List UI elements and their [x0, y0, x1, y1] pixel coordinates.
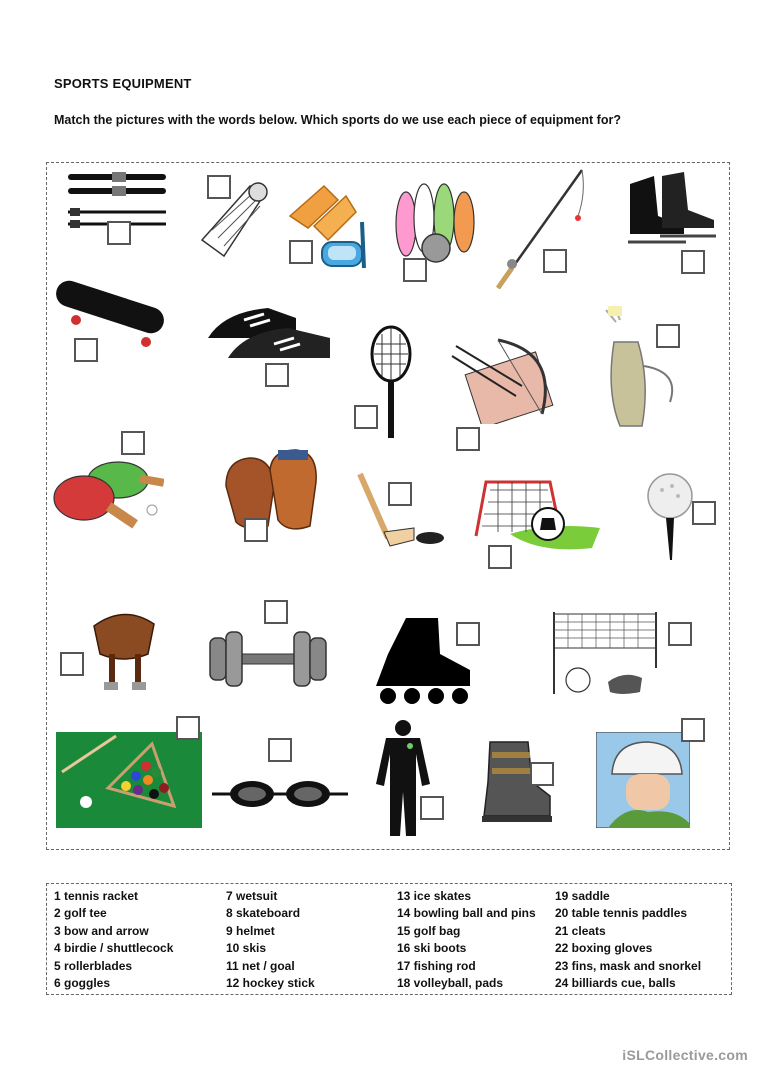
volleyball-net-icon — [548, 608, 660, 700]
fishing-rod-icon — [490, 164, 590, 294]
word-item: 13 ice skates — [397, 889, 472, 903]
word-item: 6 goggles — [54, 976, 111, 991]
helmet-icon — [596, 732, 690, 828]
shuttlecock-icon — [192, 180, 270, 260]
word-item: 9 helmet — [226, 923, 275, 938]
word-item: 24 billiards cue, balls — [555, 976, 676, 991]
golf-tee-icon — [644, 472, 696, 564]
skateboard-icon — [50, 278, 170, 348]
word-list-frame — [46, 883, 732, 995]
table-tennis-paddles-icon — [48, 458, 164, 538]
dumbbell-icon — [206, 628, 330, 690]
word-item: 19 saddle — [555, 889, 610, 903]
word-column-3 — [397, 888, 536, 992]
word-item: 21 cleats — [555, 923, 606, 938]
word-item: 14 bowling ball and pins — [397, 906, 536, 921]
saddle-icon — [84, 598, 164, 694]
answer-box[interactable] — [488, 545, 512, 569]
answer-box[interactable] — [403, 258, 427, 282]
worksheet-title: SPORTS EQUIPMENT — [54, 76, 192, 91]
word-item: 4 birdie / shuttlecock — [54, 941, 174, 956]
answer-box[interactable] — [456, 622, 480, 646]
word-item: 8 skateboard — [226, 906, 301, 921]
answer-box[interactable] — [420, 796, 444, 820]
word-item: 17 fishing rod — [397, 958, 476, 973]
answer-box[interactable] — [289, 240, 313, 264]
word-item: 20 table tennis paddles — [555, 906, 688, 921]
answer-box[interactable] — [681, 718, 705, 742]
word-item: 10 skis — [226, 941, 267, 956]
word-column-2 — [226, 888, 315, 992]
wetsuit-icon — [370, 718, 436, 842]
word-item: 18 volleyball, pads — [397, 976, 504, 991]
word-item: 3 bow and arrow — [54, 923, 149, 938]
word-item: 5 rollerblades — [54, 958, 133, 973]
word-column-4 — [555, 888, 701, 992]
answer-box[interactable] — [207, 175, 231, 199]
word-item: 11 net / goal — [226, 958, 295, 973]
golf-bag-icon — [594, 302, 690, 430]
word-item: 23 fins, mask and snorkel — [555, 958, 702, 973]
answer-box[interactable] — [244, 518, 268, 542]
answer-box[interactable] — [74, 338, 98, 362]
word-column-1 — [54, 888, 173, 992]
ice-skates-icon — [624, 170, 718, 252]
word-item: 16 ski boots — [397, 941, 467, 956]
answer-box[interactable] — [121, 431, 145, 455]
answer-box[interactable] — [176, 716, 200, 740]
word-item: 2 golf tee — [54, 906, 107, 921]
word-item: 15 golf bag — [397, 923, 461, 938]
answer-box[interactable] — [265, 363, 289, 387]
soccer-goal-icon — [470, 474, 610, 554]
answer-box[interactable] — [530, 762, 554, 786]
answer-box[interactable] — [656, 324, 680, 348]
answer-box[interactable] — [354, 405, 378, 429]
goggles-icon — [212, 778, 348, 810]
answer-box[interactable] — [456, 427, 480, 451]
answer-box[interactable] — [388, 482, 412, 506]
answer-box[interactable] — [543, 249, 567, 273]
answer-box[interactable] — [268, 738, 292, 762]
instruction-text: Match the pictures with the words below. Which sports do we use each piece of equipment for? — [54, 113, 621, 127]
answer-box[interactable] — [692, 501, 716, 525]
answer-box[interactable] — [264, 600, 288, 624]
word-item: 12 hockey stick — [226, 976, 315, 991]
answer-box[interactable] — [668, 622, 692, 646]
word-item: 7 wetsuit — [226, 889, 278, 903]
billiards-icon — [56, 732, 202, 828]
bowling-icon — [392, 174, 490, 264]
answer-box[interactable] — [681, 250, 705, 274]
answer-box[interactable] — [60, 652, 84, 676]
bow-and-arrow-icon — [446, 332, 574, 424]
answer-box[interactable] — [107, 221, 131, 245]
site-watermark: iSLCollective.com — [622, 1047, 748, 1063]
boxing-gloves-icon — [216, 446, 322, 538]
word-item: 22 boxing gloves — [555, 941, 653, 956]
cleats-icon — [204, 298, 334, 368]
word-item: 1 tennis racket — [54, 889, 139, 903]
